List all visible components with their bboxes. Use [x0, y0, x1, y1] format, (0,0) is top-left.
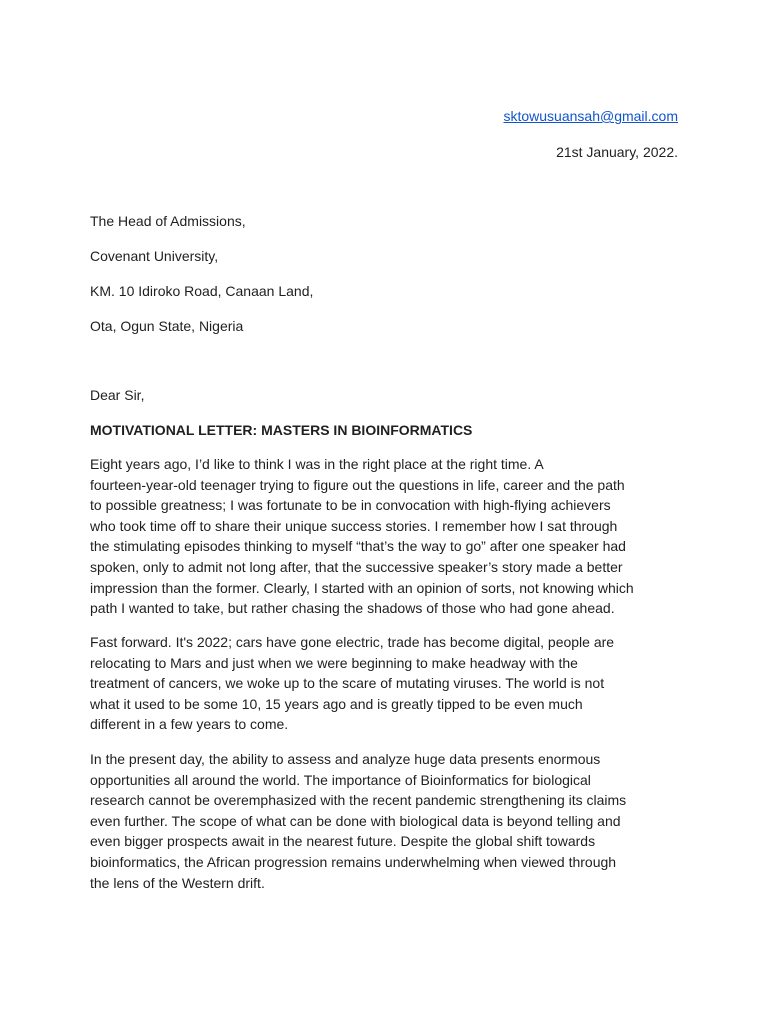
paragraph-line: the lens of the Western drift. [90, 874, 265, 891]
paragraph-line: research cannot be overemphasized with the recent pandemic strengthening its claims [90, 792, 627, 809]
paragraph-line: who took time off to share their unique success stories. I remember how I sat through [90, 517, 618, 534]
paragraph-line: even bigger prospects await in the nearest future. Despite the global shift towards [90, 833, 596, 850]
paragraph-line: different in a few years to come. [90, 716, 289, 733]
paragraph-line: the stimulating episodes thinking to myself “that’s the way to go” after one speaker had [90, 538, 626, 555]
paragraph-line: In the present day, the ability to assess and analyze huge data presents enormous [90, 751, 601, 767]
body-paragraph [90, 749, 680, 893]
paragraph-line: spoken, only to admit not long after, that the successive speaker’s story made a better [90, 558, 623, 575]
recipient-line: The Head of Admissions, [90, 213, 246, 229]
salutation: Dear Sir, [90, 387, 145, 403]
paragraph-line: Eight years ago, I’d like to think I was in the right place at the right time. A [90, 456, 544, 472]
recipient-line: Covenant University, [90, 248, 219, 264]
paragraph-line: opportunities all around the world. The importance of Bioinformatics for biological [90, 771, 591, 788]
letter-date: 21st January, 2022. [556, 144, 678, 160]
paragraph-line: relocating to Mars and just when we were beginning to make headway with the [90, 654, 578, 671]
paragraph-line: to possible greatness; I was fortunate to be in convocation with high-flying achievers [90, 497, 611, 514]
sender-email-link[interactable]: sktowusuansah@gmail.com [503, 108, 678, 124]
paragraph-line: fourteen-year-old teenager trying to figure out the questions in life, career and the path [90, 476, 625, 493]
paragraph-line: what it used to be some 10, 15 years ago and is greatly tipped to be even much [90, 695, 583, 712]
body-paragraph [90, 632, 680, 735]
paragraph-line: treatment of cancers, we woke up to the scare of mutating viruses. The world is not [90, 675, 605, 692]
paragraph-line: even further. The scope of what can be done with biological data is beyond telling and [90, 812, 621, 829]
recipient-line: KM. 10 Idiroko Road, Canaan Land, [90, 283, 314, 299]
paragraph-line: Fast forward. It's 2022; cars have gone electric, trade has become digital, people are [90, 634, 615, 650]
letter-heading: MOTIVATIONAL LETTER: MASTERS IN BIOINFORMATICS [90, 422, 473, 438]
recipient-line: Ota, Ogun State, Nigeria [90, 318, 244, 334]
body-paragraph [90, 454, 680, 619]
paragraph-line: bioinformatics, the African progression remains underwhelming when viewed through [90, 853, 617, 870]
paragraph-line: impression than the former. Clearly, I started with an opinion of sorts, not knowing which [90, 579, 634, 596]
paragraph-line: path I wanted to take, but rather chasing the shadows of those who had gone ahead. [90, 600, 615, 617]
